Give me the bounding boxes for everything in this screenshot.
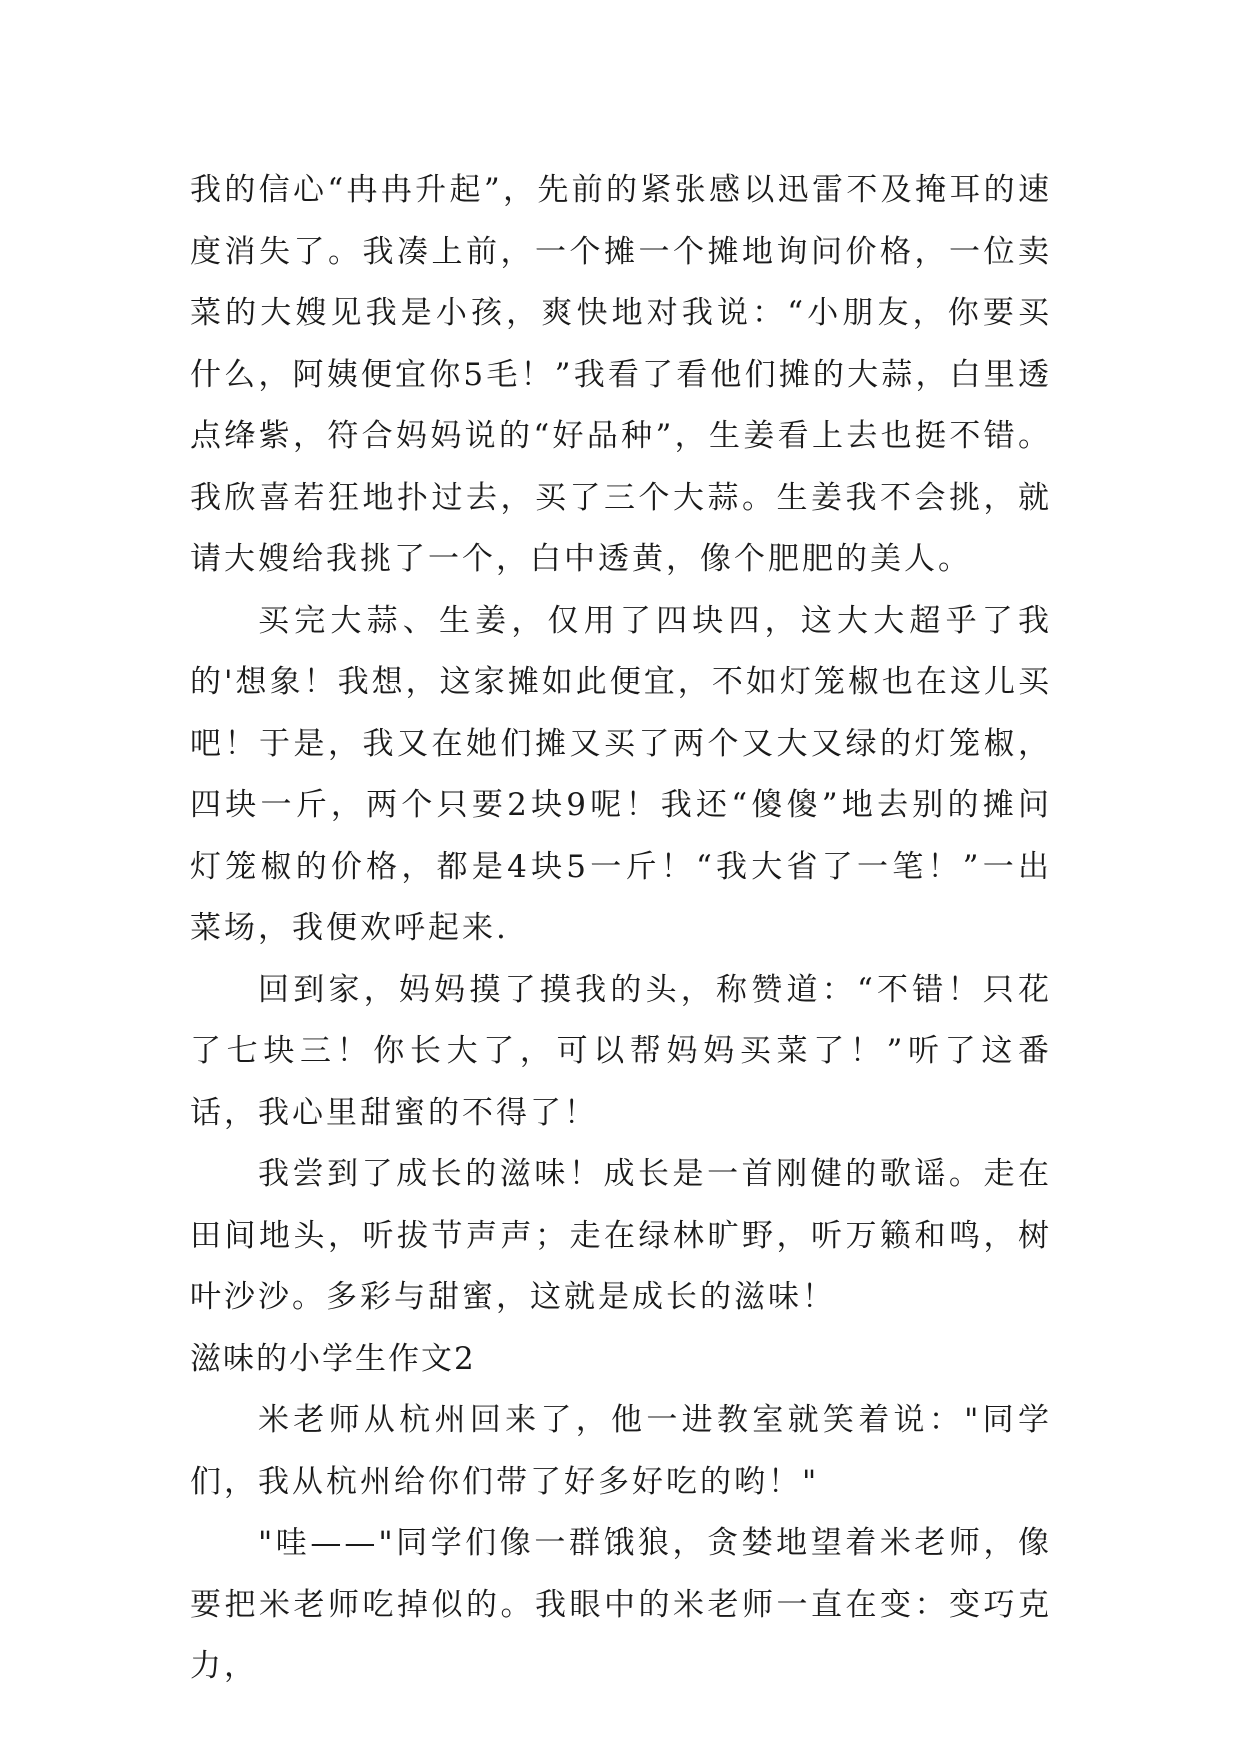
essay-heading: 滋味的小学生作文2 (190, 1340, 476, 1377)
paragraph-6: "哇——"同学们像一群饿狼，贪婪地望着米老师，像要把米老师吃掉似的。我眼中的米老师一直在变：变巧克力， (190, 1525, 1052, 1684)
document-body (190, 160, 1052, 1698)
paragraph-4: 我尝到了成长的滋味！成长是一首刚健的歌谣。走在田间地头，听拔节声声；走在绿林旷野，听万籁和鸣，树叶沙沙。多彩与甜蜜，这就是成长的滋味！ (190, 1156, 1052, 1315)
paragraph-2: 买完大蒜、生姜，仅用了四块四，这大大超乎了我的'想象！我想，这家摊如此便宜，不如灯笼椒也在这儿买吧！于是，我又在她们摊又买了两个又大又绿的灯笼椒，四块一斤，两个只要2块9呢！我还“傻傻”地去别的摊问灯笼椒的价格，都是4块5一斤！“我大省了一笔！”一出菜场，我便欢呼起来. (190, 602, 1052, 946)
paragraph-3: 回到家，妈妈摸了摸我的头，称赞道：“不错！只花了七块三！你长大了，可以帮妈妈买菜了！”听了这番话，我心里甜蜜的不得了！ (190, 971, 1052, 1131)
paragraph-5: 米老师从杭州回来了，他一进教室就笑着说："同学们，我从杭州给你们带了好多好吃的哟！" (190, 1402, 1052, 1500)
paragraph-1: 我的信心“冉冉升起”，先前的紧张感以迅雷不及掩耳的速度消失了。我凑上前，一个摊一个摊地询问价格，一位卖菜的大嫂见我是小孩，爽快地对我说：“小朋友，你要买什么，阿姨便宜你5毛！”我看了看他们摊的大蒜，白里透点绛紫，符合妈妈说的“好品种”，生姜看上去也挺不错。我欣喜若狂地扑过去，买了三个大蒜。生姜我不会挑，就请大嫂给我挑了一个，白中透黄，像个肥肥的美人。 (190, 172, 1052, 577)
